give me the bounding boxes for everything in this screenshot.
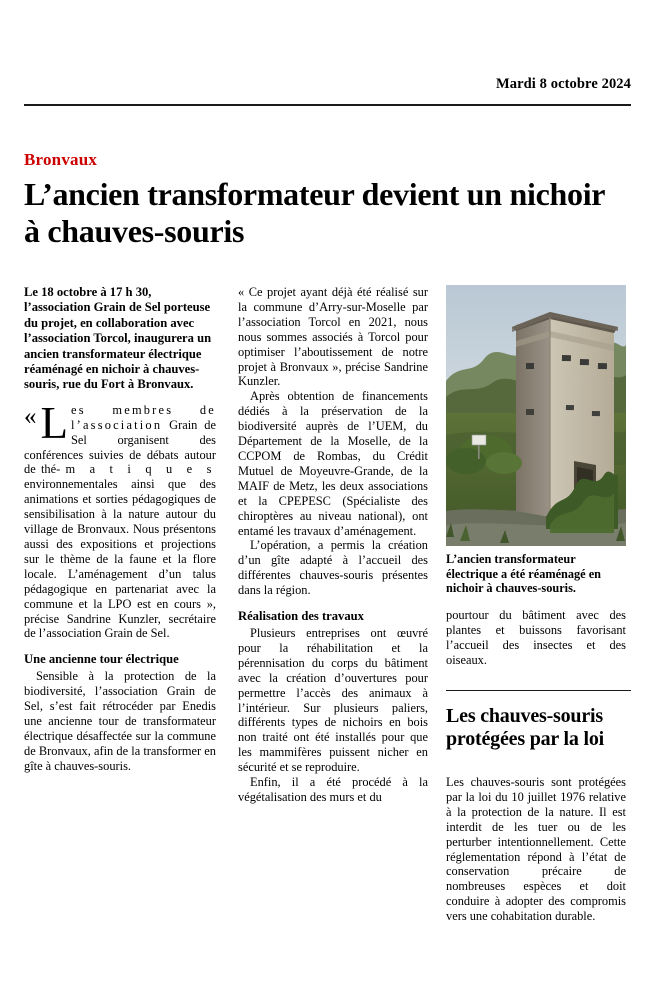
dropcap-paragraph (24, 397, 216, 642)
column-3-secondary-body (446, 775, 626, 924)
header-divider (24, 104, 631, 106)
col2-subheading: Réalisation des travaux (238, 609, 364, 624)
col2-paragraph-5: Enfin, il a été procédé à la végétalisation des murs et du (238, 775, 428, 804)
col1-p1-line3: m a t i q u e s (65, 462, 216, 477)
photo-caption: L’ancien transformateur électrique a été réaménagé en nichoir à chauves-souris. (446, 552, 602, 596)
col3-paragraph-1: pourtour du bâtiment avec des plantes et buissons favorisant l’accueil des insectes et des oiseaux. (446, 608, 626, 667)
col2-paragraph-1: « Ce projet ayant déjà été réalisé sur la commune d’Arry-sur-Moselle par l’association Torcol en 2021, nous nous sommes associés à Torcol pour optimiser l’aboutissement de notre projet à Bronvaux », précise Sandrine Kunzler. (238, 285, 428, 389)
article-photo (446, 285, 626, 546)
col1-p1-line2: l’association (71, 417, 163, 432)
opening-quote-mark: « (24, 402, 37, 430)
col2-paragraph-3: L’opération, a permis la création d’un gîte adapté à l’accueil des différentes chauves-souris présentes dans la région. (238, 538, 428, 598)
col1-p1-line1: es membres de (71, 402, 216, 417)
section-divider (446, 690, 631, 691)
drop-cap-letter: L (40, 397, 68, 448)
article-lead: Le 18 octobre à 17 h 30, l’association Grain de Sel porteuse du projet, en collaboration avec l’association Torcol, inaugurera un ancien transformateur électrique réaménagé en nichoir à chauves-souris, rue du Fort à Bronvaux. (24, 285, 212, 392)
col1-p1-tail: environnementales ainsi que des animations et sorties pédagogiques de sensibilisation à la nature autour du village de Bronvaux. Nous présentons aussi des expositions et projections sur le thème de la faune et la flore locale. L’aménagement d’un talus pédagogique en partenariat avec la commune et la LPO est en cours », précise Sandrine Kunzler, secrétaire de l’association Grain de Sel. (24, 477, 216, 641)
col1-p1-body: Grain de Sel organisent des conférences suivies de débats autour de thé- (24, 417, 216, 477)
column-3-continuation (446, 608, 626, 668)
page-title: L’ancien transformateur devient un nichoir à chauves-souris (24, 176, 605, 249)
issue-date: Mardi 8 octobre 2024 (495, 76, 631, 92)
col3-paragraph-2: Les chauves-souris sont protégées par la loi du 10 juillet 1976 relative à la protection de la nature. Il est interdit de les tuer ou de les perturber intentionnellement. Cette réglementation répond à l’état de conservation précaire de nombreuses espèces et doit conduire à adopter des compromis vers une cohabitation durable. (446, 775, 626, 924)
column-2 (238, 285, 428, 805)
article-kicker: Bronvaux (24, 150, 98, 169)
col2-paragraph-4: Plusieurs entreprises ont œuvré pour la réhabilitation et la pérennisation du corps du bâtiment avec la création d’ouvertures pour permettre l’accès des animaux à l’intérieur. Sur plusieurs paliers, différents types de nichoirs en bois non traité ont été installés pour que les mammifères puissent nicher en sécurité et se reproduire. (238, 626, 428, 775)
column-1 (24, 285, 216, 774)
col2-paragraph-2: Après obtention de financements dédiés à la préservation de la biodiversité auprès de l’UEM, du Département de la Moselle, de la CCPOM de Rombas, du Crédit Mutuel de Moyeuvre-Grande, de la MAIF de Metz, les deux associations et la CPEPESC (Spécialiste des chiroptères au niveau national), ont entamé les travaux d’aménagement. (238, 389, 428, 538)
col1-subheading: Une ancienne tour électrique (24, 652, 179, 667)
secondary-headline: Les chauves-souris protégées par la loi (446, 705, 605, 750)
col1-paragraph-2: Sensible à la protection de la biodiversité, l’association Grain de Sel, s’est fait rétrocéder par Enedis une ancienne tour de transformateur électrique désaffectée sur la commune de Bronvaux, afin de la transformer en gîte à chauves-souris. (24, 669, 216, 773)
